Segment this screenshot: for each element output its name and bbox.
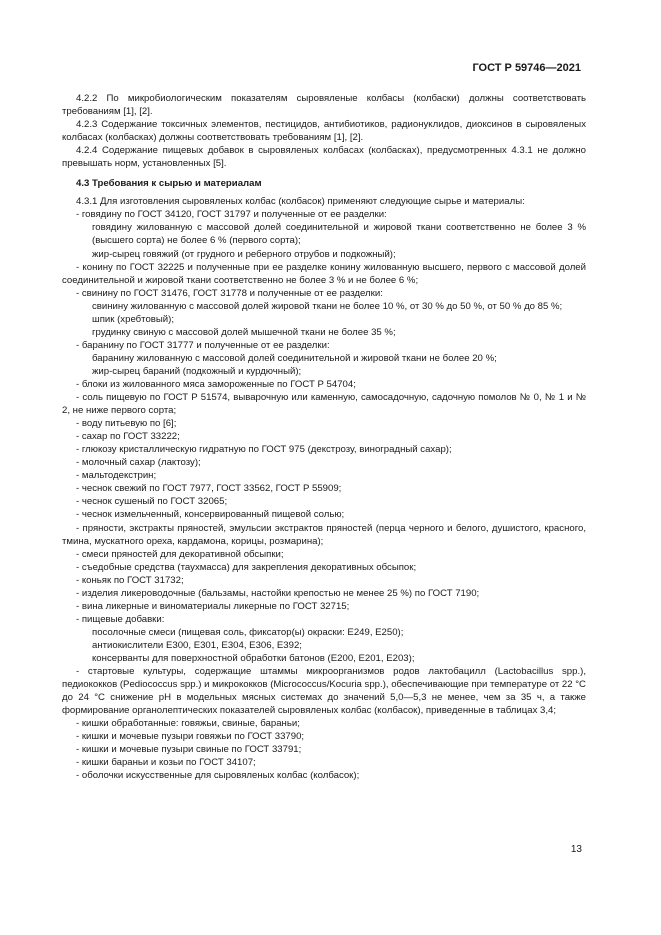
- paragraph: 4.2.2 По микробиологическим показателям сыровяленые колбасы (колбаски) должны соответствовать требованиям [1], [2].: [62, 93, 586, 118]
- list-item: - баранину по ГОСТ 31777 и полученные от ее разделки:: [76, 339, 330, 351]
- list-item: - пряности, экстракты пряностей, эмульсии экстрактов пряностей (перца черного и белого, душистого, красного, тмина, мускатного ореха, кардамона, корицы, розмарина);: [62, 522, 586, 547]
- list-item: - мальтодекстрин;: [76, 470, 157, 482]
- paragraph: 4.2.4 Содержание пищевых добавок в сыровяленых колбасах (колбасках), предусмотренных 4.3.1 не должно превышать норм, установленных [5].: [62, 145, 586, 170]
- list-item: - съедобные средства (таухмасса) для закрепления декоративных обсыпок;: [76, 561, 417, 573]
- list-item: - оболочки искусственные для сыровяленых колбас (колбасок);: [76, 770, 360, 782]
- list-item: - стартовые культуры, содержащие штаммы микроорганизмов родов лактобацилл (Lactobacillus spp.), педиококков (Pediococcus spp.) и микрококков (Micrococcus/Kocuria spp.), обеспечивающие при температуре от 22 °С до 24 °С снижение pH в модельных мясных системах до значений 5,0—5,3 не менее, чем за 35 ч, а также формирование органолептических показателей сыровяленых колбас (колбасок), приведенные в таблицах 3,4;: [62, 666, 586, 717]
- list-item: - смеси пряностей для декоративной обсыпки;: [76, 548, 284, 560]
- list-item: - чеснок измельченный, консервированный пищевой солью;: [76, 509, 345, 521]
- list-subitem: шпик (хребтовый);: [92, 313, 174, 325]
- page-number: 13: [570, 844, 582, 855]
- paragraph: 4.3.1 Для изготовления сыровяленых колбас (колбасок) применяют следующие сырье и материалы:: [76, 196, 525, 208]
- list-subitem: грудинку свиную с массовой долей мышечной ткани не более 35 %;: [92, 326, 396, 338]
- list-subitem: посолочные смеси (пищевая соль, фиксатор(ы) окраски: Е249, Е250);: [92, 626, 404, 638]
- document-header: ГОСТ Р 59746—2021: [472, 62, 581, 74]
- list-item: - изделия ликероводочные (бальзамы, настойки крепостью не менее 25 %) по ГОСТ 7190;: [76, 587, 480, 599]
- list-subitem: говядину жилованную с массовой долей соединительной и жировой ткани соответственно не более 3 % (высшего сорта) не более 6 % (первого сорта);: [92, 222, 586, 247]
- list-subitem: жир-сырец бараний (подкожный и курдючный);: [92, 365, 302, 377]
- list-subitem: консерванты для поверхностной обработки батонов (Е200, Е201, Е203);: [92, 652, 415, 664]
- list-item: - кишки и мочевые пузыри свиные по ГОСТ 33791;: [76, 744, 302, 756]
- list-item: - кишки бараньи и козьи по ГОСТ 34107;: [76, 757, 256, 769]
- section-heading: 4.3 Требования к сырью и материалам: [76, 178, 262, 190]
- list-item: - говядину по ГОСТ 34120, ГОСТ 31797 и полученные от ее разделки:: [76, 209, 387, 221]
- list-item: - блоки из жилованного мяса замороженные по ГОСТ Р 54704;: [76, 378, 356, 390]
- list-item: - сахар по ГОСТ 33222;: [76, 431, 180, 443]
- list-item: - конину по ГОСТ 32225 и полученные при ее разделке конину жилованную высшего, первого с массовой долей соединительной и жировой ткани соответственно не более 3 % и не более 6 %;: [62, 261, 586, 286]
- list-item: - кишки и мочевые пузыри говяжьи по ГОСТ 33790;: [76, 731, 305, 743]
- list-subitem: свинину жилованную с массовой долей жировой ткани не более 10 %, от 30 % до 50 %, от 50 % до 85 %;: [92, 300, 563, 312]
- list-subitem: баранину жилованную с массовой долей соединительной и жировой ткани не более 20 %;: [92, 352, 497, 364]
- list-item: - свинину по ГОСТ 31476, ГОСТ 31778 и полученные от ее разделки:: [76, 287, 383, 299]
- paragraph: 4.2.3 Содержание токсичных элементов, пестицидов, антибиотиков, радионуклидов, диоксинов в сыровяленых колбасах (колбасках) должны соответствовать требованиям [1], [2].: [62, 119, 586, 144]
- list-item: - молочный сахар (лактозу);: [76, 457, 201, 469]
- list-item: - пищевые добавки:: [76, 613, 165, 625]
- list-item: - чеснок сушеный по ГОСТ 32065;: [76, 496, 228, 508]
- list-item: - соль пищевую по ГОСТ Р 51574, выварочную или каменную, самосадочную, садочную помолов № 0, № 1 и № 2, не ниже первого сорта;: [62, 392, 586, 417]
- list-subitem: жир-сырец говяжий (от грудного и реберного отрубов и подкожный);: [92, 248, 396, 260]
- list-item: - воду питьевую по [6];: [76, 418, 177, 430]
- list-item: - глюкозу кристаллическую гидратную по ГОСТ 975 (декстрозу, виноградный сахар);: [76, 444, 452, 456]
- list-item: - кишки обработанные: говяжьи, свиные, бараньи;: [76, 718, 300, 730]
- list-item: - коньяк по ГОСТ 31732;: [76, 574, 184, 586]
- list-item: - вина ликерные и виноматериалы ликерные по ГОСТ 32715;: [76, 600, 350, 612]
- document-body: [62, 92, 586, 782]
- list-item: - чеснок свежий по ГОСТ 7977, ГОСТ 33562, ГОСТ Р 55909;: [76, 483, 342, 495]
- list-subitem: антиокислители Е300, Е301, Е304, Е306, Е392;: [92, 639, 302, 651]
